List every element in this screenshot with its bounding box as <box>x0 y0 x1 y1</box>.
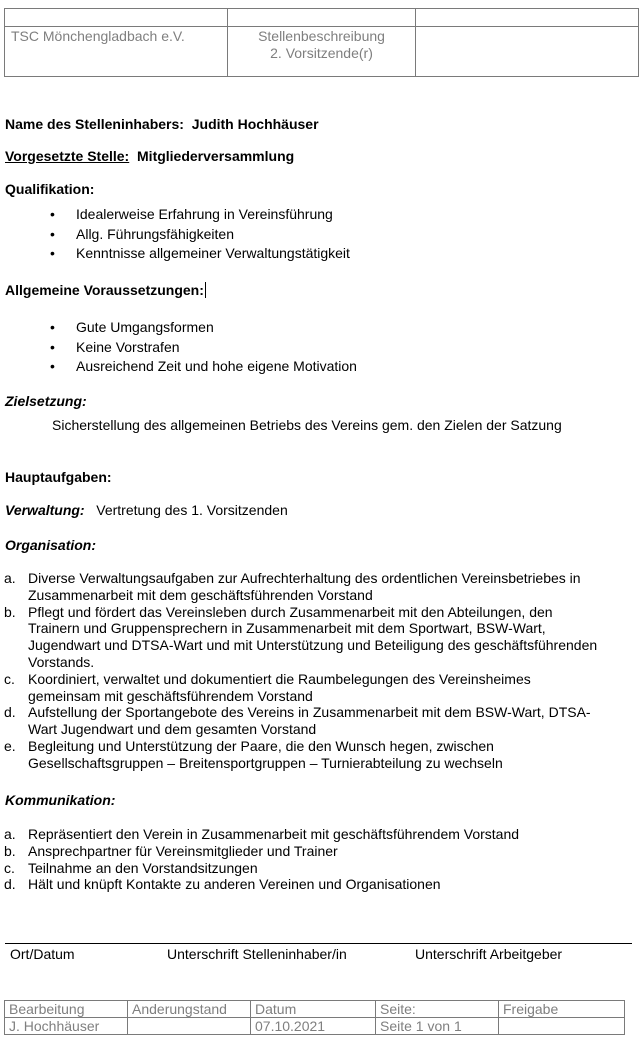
item-letter: c. <box>4 859 15 876</box>
item-line: Jugendwart und DTSA-Wart und mit Unterstützung und Beteiligung des geschäftsführenden <box>28 637 598 654</box>
item-line: Ansprechpartner für Vereinsmitglieder und Trainer <box>28 842 338 859</box>
list-item <box>4 671 634 705</box>
item-line: Vorstands. <box>28 653 95 670</box>
item-letter: a. <box>4 570 16 586</box>
communication-heading: Kommunikation: <box>5 792 116 808</box>
administration-text: Vertretung des 1. Vorsitzenden <box>96 502 288 518</box>
requirements-list <box>46 318 357 377</box>
goal-text: Sicherstellung des allgemeinen Betriebs des Vereins gem. den Zielen der Satzung <box>52 417 562 433</box>
footer-header-cell: Anderungstand <box>128 1001 251 1018</box>
name-value: Judith Hochhäuser <box>191 116 319 132</box>
goal-heading: Zielsetzung: <box>5 393 87 409</box>
footer-header-cell: Freigabe <box>499 1001 625 1018</box>
doc-title-cell <box>228 27 416 77</box>
list-item <box>4 704 634 738</box>
item-line: Wart Jugendwart und dem gesamten Vorstand <box>28 721 317 738</box>
document-header-table <box>4 8 639 77</box>
club-name: TSC Mönchengladbach e.V. <box>11 28 185 44</box>
signature-employer: Unterschrift Arbeitgeber <box>415 946 563 962</box>
footer-value-cell: Seite 1 von 1 <box>376 1018 499 1035</box>
administration-label: Verwaltung: <box>5 502 85 518</box>
qualification-heading: Qualifikation: <box>5 181 95 197</box>
signature-holder: Unterschrift Stelleninhaber/in <box>167 946 347 962</box>
doc-subtitle: 2. Vorsitzende(r) <box>270 45 373 61</box>
communication-list <box>4 826 634 893</box>
item-line: Teilnahme an den Vorstandsitzungen <box>28 859 258 876</box>
item-letter: d. <box>4 876 16 893</box>
footer-header-cell: Datum <box>251 1001 376 1018</box>
list-item: • Keine Vorstrafen <box>46 338 357 358</box>
item-line: Gesellschaftsgruppen – Breitensportgruppen – Turnierabteilung zu wechseln <box>28 754 503 771</box>
club-name-cell <box>5 27 228 77</box>
item-letter: b. <box>4 603 16 620</box>
item-letter: d. <box>4 704 16 721</box>
header-cell-empty <box>416 9 639 27</box>
list-item <box>4 738 634 772</box>
item-line: gemeinsam mit geschäftsführendem Vorstand <box>28 687 313 704</box>
header-cell-empty <box>5 9 228 27</box>
requirements-heading: Allgemeine Voraussetzungen: <box>5 282 204 298</box>
footer-value-cell: J. Hochhäuser <box>5 1018 128 1035</box>
list-item <box>4 604 634 671</box>
doc-title: Stellenbeschreibung <box>258 28 385 44</box>
list-item: • Idealerweise Erfahrung in Vereinsführung <box>46 205 350 225</box>
item-line: Pflegt und fördert das Vereinsleben durch Zusammenarbeit mit den Abteilungen, den <box>28 603 553 620</box>
superior-label: Vorgesetzte Stelle: <box>5 148 130 164</box>
item-line: Diverse Verwaltungsaufgaben zur Aufrechterhaltung des ordentlichen Vereinsbetriebes in <box>28 570 581 586</box>
list-item: • Kenntnisse allgemeiner Verwaltungstätigkeit <box>46 244 350 264</box>
organisation-heading: Organisation: <box>5 537 97 553</box>
superior-value: Mitgliederversammlung <box>137 148 295 164</box>
signature-rule <box>5 943 632 944</box>
list-item: • Allg. Führungsfähigkeiten <box>46 225 350 245</box>
list-item: • Ausreichend Zeit und hohe eigene Motivation <box>46 357 357 377</box>
requirements-heading-line <box>5 282 206 298</box>
main-tasks-heading: Hauptaufgaben: <box>5 469 112 485</box>
footer-header-cell: Seite: <box>376 1001 499 1018</box>
superior-line <box>5 148 294 164</box>
item-line: Zusammenarbeit mit dem geschäftsführenden Vorstand <box>28 586 373 603</box>
item-line: Aufstellung der Sportangebote des Vereins in Zusammenarbeit mit dem BSW-Wart, DTSA- <box>28 704 591 721</box>
item-line: Begleitung und Unterstützung der Paare, die den Wunsch hegen, zwischen <box>28 737 494 754</box>
header-cell-empty <box>228 9 416 27</box>
item-letter: e. <box>4 737 16 754</box>
item-line: Hält und knüpft Kontakte zu anderen Vereinen und Organisationen <box>28 876 441 893</box>
footer-value-cell <box>128 1018 251 1035</box>
header-cell-empty <box>416 27 639 77</box>
signature-place-date: Ort/Datum <box>10 946 75 962</box>
item-letter: a. <box>4 826 16 842</box>
list-item <box>4 826 634 843</box>
list-item: • Gute Umgangsformen <box>46 318 357 338</box>
item-letter: b. <box>4 842 16 859</box>
qualification-list <box>46 205 350 264</box>
document-footer-table <box>4 1000 625 1035</box>
organisation-list <box>4 570 634 772</box>
footer-value-cell: 07.10.2021 <box>251 1018 376 1035</box>
item-line: Repräsentiert den Verein in Zusammenarbeit mit geschäftsführendem Vorstand <box>28 826 520 842</box>
name-line <box>5 116 319 132</box>
footer-header-cell: Bearbeitung <box>5 1001 128 1018</box>
list-item <box>4 570 634 604</box>
list-item <box>4 843 634 860</box>
administration-line <box>5 502 288 518</box>
item-line: Trainern und Gruppensprechern in Zusammenarbeit mit dem Sportwart, BSW-Wart, <box>28 620 546 637</box>
name-label: Name des Stelleninhabers: <box>5 116 184 132</box>
text-cursor <box>205 282 206 298</box>
footer-value-cell <box>499 1018 625 1035</box>
list-item <box>4 876 634 893</box>
list-item <box>4 860 634 877</box>
item-letter: c. <box>4 670 15 687</box>
item-line: Koordiniert, verwaltet und dokumentiert die Raumbelegungen des Vereinsheimes <box>28 670 531 687</box>
